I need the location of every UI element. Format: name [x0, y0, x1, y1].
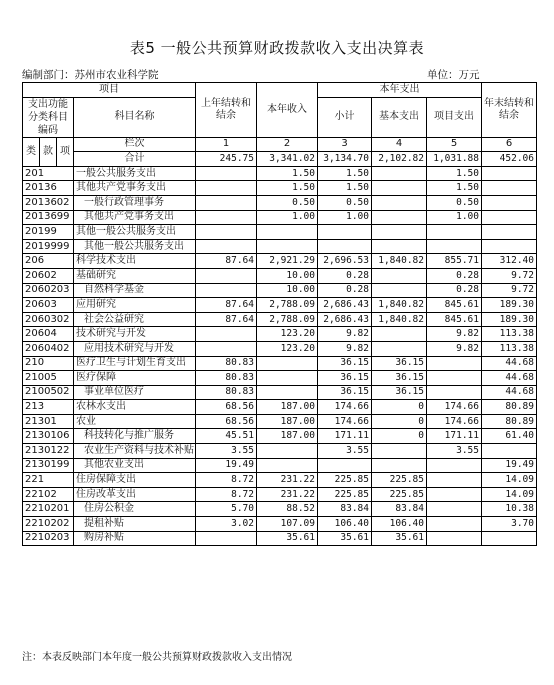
amount-cell [257, 239, 318, 254]
amount-cell [427, 385, 482, 400]
column-number: 5 [427, 137, 482, 152]
amount-cell: 1.50 [318, 166, 372, 181]
amount-cell: 80.89 [482, 414, 537, 429]
amount-cell: 80.83 [196, 371, 257, 386]
total-value: 2,102.82 [372, 152, 427, 167]
amount-cell: 0.28 [427, 268, 482, 283]
amount-cell: 231.22 [257, 487, 318, 502]
table-row [23, 487, 537, 502]
total-row [23, 152, 537, 167]
subject-code: 206 [23, 254, 74, 269]
amount-cell: 9.82 [427, 341, 482, 356]
amount-cell: 189.30 [482, 298, 537, 313]
subject-name: 其他共产党事务支出 [74, 181, 196, 196]
subject-name: 事业单位医疗 [74, 385, 196, 400]
subject-name: 住房改革支出 [74, 487, 196, 502]
subject-name: 技术研究与开发 [74, 327, 196, 342]
amount-cell: 1.50 [257, 166, 318, 181]
amount-cell [372, 444, 427, 459]
subject-name: 农业 [74, 414, 196, 429]
amount-cell: 9.72 [482, 283, 537, 298]
table-row [23, 298, 537, 313]
footnote: 注：本表反映部门本年度一般公共预算财政拨款收入支出情况 [22, 652, 292, 663]
amount-cell: 10.00 [257, 283, 318, 298]
table-row [23, 239, 537, 254]
amount-cell [196, 181, 257, 196]
currency-unit: 单位：万元 [427, 69, 480, 81]
subject-name: 其他一般公共服务支出 [74, 239, 196, 254]
table-row [23, 473, 537, 488]
subject-code: 20199 [23, 225, 74, 240]
amount-cell [427, 458, 482, 473]
subject-code: 20603 [23, 298, 74, 313]
header-current-income: 本年收入 [257, 83, 318, 138]
header-xiang: 项 [57, 137, 74, 166]
subject-code: 2060203 [23, 283, 74, 298]
amount-cell [372, 458, 427, 473]
table-row [23, 502, 537, 517]
amount-cell [318, 225, 372, 240]
column-number: 3 [318, 137, 372, 152]
amount-cell [257, 385, 318, 400]
table-row [23, 312, 537, 327]
total-value: 245.75 [196, 152, 257, 167]
subject-code: 2210203 [23, 531, 74, 546]
amount-cell [482, 210, 537, 225]
amount-cell: 187.00 [257, 400, 318, 415]
column-number: 1 [196, 137, 257, 152]
amount-cell: 3.55 [196, 444, 257, 459]
amount-cell: 44.68 [482, 356, 537, 371]
table-row [23, 444, 537, 459]
subject-code: 2060402 [23, 341, 74, 356]
amount-cell [257, 356, 318, 371]
amount-cell: 1.50 [318, 181, 372, 196]
subject-code: 2210202 [23, 517, 74, 532]
amount-cell: 174.66 [318, 414, 372, 429]
amount-cell: 36.15 [372, 356, 427, 371]
subject-name: 科学技术支出 [74, 254, 196, 269]
amount-cell [427, 356, 482, 371]
amount-cell [196, 341, 257, 356]
budget-table [22, 82, 537, 546]
amount-cell: 106.40 [372, 517, 427, 532]
amount-cell: 80.83 [196, 356, 257, 371]
subject-code: 2019999 [23, 239, 74, 254]
table-row [23, 254, 537, 269]
amount-cell [427, 371, 482, 386]
amount-cell: 10.00 [257, 268, 318, 283]
subject-code: 221 [23, 473, 74, 488]
amount-cell: 174.66 [318, 400, 372, 415]
amount-cell: 225.85 [372, 473, 427, 488]
amount-cell: 0 [372, 414, 427, 429]
amount-cell: 0.28 [427, 283, 482, 298]
amount-cell [196, 531, 257, 546]
amount-cell: 36.15 [372, 371, 427, 386]
amount-cell [196, 268, 257, 283]
amount-cell [257, 371, 318, 386]
table-row [23, 400, 537, 415]
amount-cell: 1,840.82 [372, 298, 427, 313]
amount-cell: 123.20 [257, 341, 318, 356]
subject-code: 2130122 [23, 444, 74, 459]
subject-name: 提租补贴 [74, 517, 196, 532]
amount-cell: 8.72 [196, 473, 257, 488]
amount-cell: 45.51 [196, 429, 257, 444]
amount-cell: 36.15 [318, 385, 372, 400]
amount-cell: 9.82 [427, 327, 482, 342]
amount-cell: 845.61 [427, 312, 482, 327]
amount-cell: 14.09 [482, 473, 537, 488]
amount-cell [372, 181, 427, 196]
subject-name: 住房公积金 [74, 502, 196, 517]
amount-cell [372, 195, 427, 210]
amount-cell: 35.61 [372, 531, 427, 546]
total-value: 452.06 [482, 152, 537, 167]
column-number: 2 [257, 137, 318, 152]
subject-name: 其他共产党事务支出 [74, 210, 196, 225]
amount-cell: 2,686.43 [318, 312, 372, 327]
amount-cell: 0.28 [318, 268, 372, 283]
amount-cell [482, 239, 537, 254]
amount-cell: 19.49 [482, 458, 537, 473]
amount-cell: 0.50 [318, 195, 372, 210]
amount-cell: 83.84 [372, 502, 427, 517]
amount-cell [257, 225, 318, 240]
table-row [23, 458, 537, 473]
total-value: 1,031.88 [427, 152, 482, 167]
amount-cell [427, 517, 482, 532]
subject-name: 其他一般公共服务支出 [74, 225, 196, 240]
amount-cell [482, 181, 537, 196]
amount-cell: 2,788.09 [257, 298, 318, 313]
amount-cell: 312.40 [482, 254, 537, 269]
amount-cell [318, 458, 372, 473]
amount-cell [257, 458, 318, 473]
amount-cell [372, 341, 427, 356]
table-row [23, 371, 537, 386]
amount-cell: 1,840.82 [372, 312, 427, 327]
amount-cell [372, 268, 427, 283]
amount-cell: 36.15 [318, 371, 372, 386]
table-row [23, 356, 537, 371]
amount-cell: 83.84 [318, 502, 372, 517]
subject-name: 农业生产资料与技术补贴 [74, 444, 196, 459]
amount-cell: 87.64 [196, 298, 257, 313]
subject-code: 213 [23, 400, 74, 415]
amount-cell: 9.82 [318, 327, 372, 342]
amount-cell: 35.61 [257, 531, 318, 546]
subject-name: 社会公益研究 [74, 312, 196, 327]
amount-cell: 1.50 [257, 181, 318, 196]
amount-cell [257, 444, 318, 459]
subject-name: 购房补贴 [74, 531, 196, 546]
amount-cell [482, 166, 537, 181]
amount-cell: 113.38 [482, 327, 537, 342]
amount-cell: 3.02 [196, 517, 257, 532]
column-number: 4 [372, 137, 427, 152]
amount-cell: 2,696.53 [318, 254, 372, 269]
amount-cell [482, 531, 537, 546]
header-prior-balance: 上年结转和结余 [196, 83, 257, 138]
amount-cell [196, 166, 257, 181]
amount-cell [196, 327, 257, 342]
amount-cell: 1,840.82 [372, 254, 427, 269]
amount-cell: 9.82 [318, 341, 372, 356]
amount-cell: 174.66 [427, 414, 482, 429]
amount-cell: 19.49 [196, 458, 257, 473]
amount-cell [372, 166, 427, 181]
subject-name: 应用研究 [74, 298, 196, 313]
amount-cell: 61.40 [482, 429, 537, 444]
table-row [23, 225, 537, 240]
amount-cell: 1.50 [427, 166, 482, 181]
subject-code: 2100502 [23, 385, 74, 400]
amount-cell: 171.11 [427, 429, 482, 444]
amount-cell: 68.56 [196, 400, 257, 415]
total-label: 合计 [74, 152, 196, 167]
amount-cell [427, 225, 482, 240]
table-row [23, 166, 537, 181]
amount-cell: 106.40 [318, 517, 372, 532]
header-lei: 类 [23, 137, 40, 166]
subject-name: 医疗卫生与计划生育支出 [74, 356, 196, 371]
total-value: 3,341.02 [257, 152, 318, 167]
amount-cell [372, 327, 427, 342]
amount-cell: 845.61 [427, 298, 482, 313]
subject-name: 住房保障支出 [74, 473, 196, 488]
amount-cell: 107.09 [257, 517, 318, 532]
total-value: 3,134.70 [318, 152, 372, 167]
amount-cell [372, 210, 427, 225]
amount-cell: 44.68 [482, 385, 537, 400]
amount-cell: 2,788.09 [257, 312, 318, 327]
amount-cell: 855.71 [427, 254, 482, 269]
subject-code: 2013699 [23, 210, 74, 225]
amount-cell: 2,686.43 [318, 298, 372, 313]
amount-cell [318, 239, 372, 254]
amount-cell: 225.85 [318, 473, 372, 488]
subject-code: 22102 [23, 487, 74, 502]
amount-cell [372, 283, 427, 298]
header-project-expense: 项目支出 [427, 97, 482, 137]
subject-code: 2210201 [23, 502, 74, 517]
amount-cell: 0.50 [257, 195, 318, 210]
amount-cell: 36.15 [318, 356, 372, 371]
amount-cell: 187.00 [257, 429, 318, 444]
header-year-end-balance: 年末结转和结余 [482, 83, 537, 138]
amount-cell [196, 195, 257, 210]
amount-cell: 1.00 [318, 210, 372, 225]
column-index-label: 栏次 [74, 137, 196, 152]
amount-cell: 88.52 [257, 502, 318, 517]
amount-cell: 2,921.29 [257, 254, 318, 269]
header-kuan: 款 [40, 137, 57, 166]
page-title: 表5 一般公共预算财政拨款收入支出决算表 [129, 39, 425, 57]
amount-cell [427, 531, 482, 546]
amount-cell: 80.83 [196, 385, 257, 400]
subject-code: 201 [23, 166, 74, 181]
amount-cell [372, 225, 427, 240]
amount-cell: 9.72 [482, 268, 537, 283]
header-subject-name: 科目名称 [74, 97, 196, 137]
table-row [23, 341, 537, 356]
header-item: 项目 [23, 83, 196, 98]
amount-cell: 0 [372, 429, 427, 444]
amount-cell: 8.72 [196, 487, 257, 502]
amount-cell: 0.50 [427, 195, 482, 210]
table-row [23, 210, 537, 225]
subject-name: 基础研究 [74, 268, 196, 283]
subject-code: 20602 [23, 268, 74, 283]
subject-name: 农林水支出 [74, 400, 196, 415]
amount-cell [482, 444, 537, 459]
amount-cell: 1.50 [427, 181, 482, 196]
table-row [23, 181, 537, 196]
amount-cell: 187.00 [257, 414, 318, 429]
amount-cell: 1.00 [427, 210, 482, 225]
header-subtotal: 小计 [318, 97, 372, 137]
amount-cell [196, 210, 257, 225]
amount-cell: 35.61 [318, 531, 372, 546]
subject-code: 2013602 [23, 195, 74, 210]
amount-cell: 189.30 [482, 312, 537, 327]
amount-cell: 0 [372, 400, 427, 415]
subject-name: 其他农业支出 [74, 458, 196, 473]
subject-name: 医疗保障 [74, 371, 196, 386]
subject-name: 科技转化与推广服务 [74, 429, 196, 444]
amount-cell: 113.38 [482, 341, 537, 356]
amount-cell [196, 239, 257, 254]
subject-code: 20136 [23, 181, 74, 196]
table-row [23, 517, 537, 532]
amount-cell: 14.09 [482, 487, 537, 502]
table-row [23, 327, 537, 342]
amount-cell: 225.85 [372, 487, 427, 502]
amount-cell: 87.64 [196, 312, 257, 327]
amount-cell: 231.22 [257, 473, 318, 488]
table-row [23, 283, 537, 298]
header-basic-expense: 基本支出 [372, 97, 427, 137]
amount-cell: 36.15 [372, 385, 427, 400]
amount-cell [427, 487, 482, 502]
subject-name: 一般行政管理事务 [74, 195, 196, 210]
subject-code: 2060302 [23, 312, 74, 327]
amount-cell [427, 239, 482, 254]
amount-cell: 225.85 [318, 487, 372, 502]
table-row [23, 414, 537, 429]
amount-cell: 87.64 [196, 254, 257, 269]
amount-cell: 68.56 [196, 414, 257, 429]
table-row [23, 195, 537, 210]
amount-cell: 3.55 [427, 444, 482, 459]
amount-cell: 0.28 [318, 283, 372, 298]
table-row [23, 531, 537, 546]
subject-code: 2130106 [23, 429, 74, 444]
amount-cell [196, 225, 257, 240]
amount-cell: 5.70 [196, 502, 257, 517]
amount-cell [372, 239, 427, 254]
amount-cell: 10.38 [482, 502, 537, 517]
amount-cell [427, 473, 482, 488]
amount-cell: 1.00 [257, 210, 318, 225]
subject-code: 210 [23, 356, 74, 371]
subject-code: 2130199 [23, 458, 74, 473]
amount-cell: 3.70 [482, 517, 537, 532]
table-row [23, 429, 537, 444]
amount-cell [196, 283, 257, 298]
amount-cell: 174.66 [427, 400, 482, 415]
subject-name: 一般公共服务支出 [74, 166, 196, 181]
amount-cell [427, 502, 482, 517]
column-number: 6 [482, 137, 537, 152]
header-func-class-code: 支出功能分类科目编码 [23, 97, 74, 137]
subject-code: 21005 [23, 371, 74, 386]
subject-name: 应用技术研究与开发 [74, 341, 196, 356]
subject-code: 20604 [23, 327, 74, 342]
amount-cell [482, 225, 537, 240]
amount-cell: 3.55 [318, 444, 372, 459]
amount-cell [482, 195, 537, 210]
amount-cell: 44.68 [482, 371, 537, 386]
amount-cell: 80.89 [482, 400, 537, 415]
table-row [23, 268, 537, 283]
subject-code: 21301 [23, 414, 74, 429]
amount-cell: 171.11 [318, 429, 372, 444]
amount-cell: 123.20 [257, 327, 318, 342]
subject-name: 自然科学基金 [74, 283, 196, 298]
header-current-year-expense: 本年支出 [318, 83, 482, 98]
table-row [23, 385, 537, 400]
compiling-department: 编制部门：苏州市农业科学院 [22, 69, 159, 81]
